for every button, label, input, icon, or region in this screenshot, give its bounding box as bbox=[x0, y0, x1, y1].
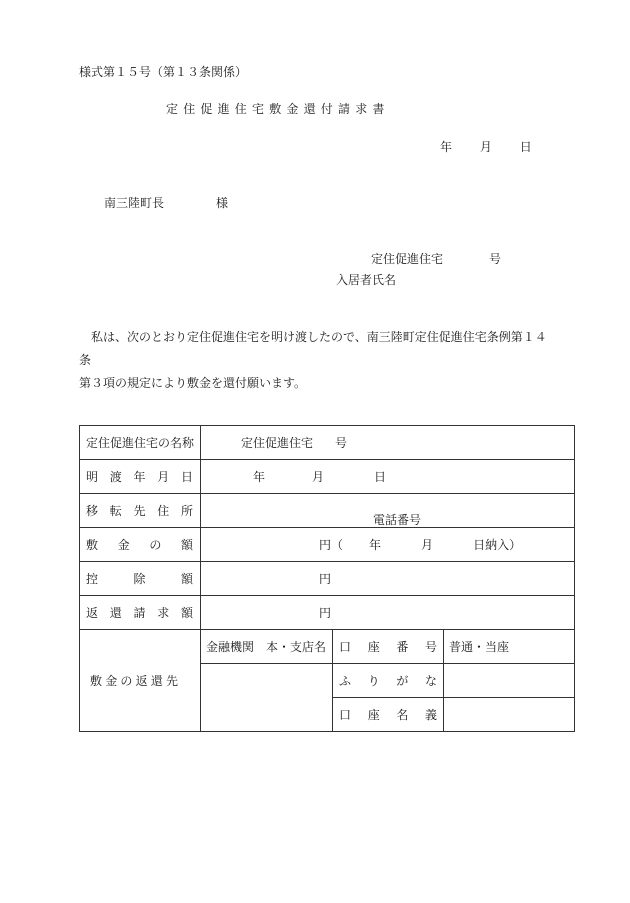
label-char: 口 bbox=[339, 708, 352, 722]
account-name-label bbox=[333, 698, 444, 732]
deposit-paid-label: 日納入） bbox=[473, 538, 522, 552]
label-char: 先 bbox=[165, 674, 178, 688]
label-char: 金 bbox=[117, 538, 130, 552]
label-char: 月 bbox=[157, 470, 170, 484]
label-char: 年 bbox=[133, 470, 146, 484]
label-char: な bbox=[425, 674, 438, 688]
deposit-yen-label: 円（ bbox=[319, 538, 344, 552]
label-char: 名 bbox=[396, 708, 409, 722]
label-char: の bbox=[120, 674, 133, 688]
table-row bbox=[80, 596, 575, 630]
label-char: 座 bbox=[367, 640, 380, 654]
label-char: の bbox=[149, 538, 162, 552]
vacate-year-label: 年 bbox=[253, 470, 266, 484]
deposit-month-label: 月 bbox=[421, 538, 434, 552]
deposit-year-label: 年 bbox=[369, 538, 382, 552]
deposit-amount-label bbox=[80, 528, 201, 562]
date-line bbox=[440, 138, 556, 155]
addressee-honorific: 様 bbox=[216, 196, 229, 210]
housing-name-field[interactable] bbox=[201, 426, 575, 460]
table-row bbox=[80, 460, 575, 494]
applicant-resident-label: 入居者氏名 bbox=[336, 273, 397, 287]
phone-number-label: 電話番号 bbox=[373, 513, 422, 527]
housing-name-suffix: 号 bbox=[335, 436, 348, 450]
label-char: ふ bbox=[339, 674, 352, 688]
refund-yen-label: 円 bbox=[319, 606, 332, 620]
bank-branch-header: 金融機関 本・支店名 bbox=[201, 630, 333, 664]
vacate-date-label bbox=[80, 460, 201, 494]
housing-name-value: 定住促進住宅 bbox=[241, 436, 314, 450]
label-char: 明 bbox=[86, 470, 99, 484]
label-char: 金 bbox=[105, 674, 118, 688]
label-char: 返 bbox=[135, 674, 148, 688]
label-char: 転 bbox=[109, 504, 122, 518]
label-char: 還 bbox=[109, 606, 122, 620]
label-char: 返 bbox=[86, 606, 99, 620]
date-year-label: 年 bbox=[440, 140, 453, 154]
deduction-yen-label: 円 bbox=[319, 572, 332, 586]
request-statement-line-2: 第３項の規定により敷金を還付願います。 bbox=[79, 376, 307, 390]
furigana-label bbox=[333, 664, 444, 698]
request-statement bbox=[79, 326, 551, 395]
housing-name-label: 定住促進住宅の名称 bbox=[80, 426, 201, 460]
label-char: 額 bbox=[180, 538, 193, 552]
label-char: 号 bbox=[425, 640, 438, 654]
table-row bbox=[80, 426, 575, 460]
new-address-field[interactable] bbox=[201, 494, 575, 528]
applicant-housing bbox=[371, 250, 501, 267]
account-number-label bbox=[333, 630, 444, 664]
label-char: 住 bbox=[157, 504, 170, 518]
vacate-day-label: 日 bbox=[374, 470, 387, 484]
label-char: 日 bbox=[180, 470, 193, 484]
label-char: 先 bbox=[133, 504, 146, 518]
table-row bbox=[80, 630, 575, 664]
refund-amount-field[interactable] bbox=[201, 596, 575, 630]
label-char: 敷 bbox=[90, 674, 103, 688]
label-char: り bbox=[367, 674, 380, 688]
table-row bbox=[80, 528, 575, 562]
label-char: 番 bbox=[396, 640, 409, 654]
label-char: 義 bbox=[425, 708, 438, 722]
vacate-month-label: 月 bbox=[312, 470, 325, 484]
account-type-selector[interactable]: 普通・当座 bbox=[444, 630, 575, 664]
addressee bbox=[104, 194, 228, 211]
account-name-field[interactable] bbox=[444, 698, 575, 732]
date-month-label: 月 bbox=[479, 140, 492, 154]
form-number: 様式第１５号（第１３条関係） bbox=[79, 65, 248, 79]
furigana-field[interactable] bbox=[444, 664, 575, 698]
label-char: 還 bbox=[150, 674, 163, 688]
label-char: 求 bbox=[157, 606, 170, 620]
label-char: が bbox=[396, 674, 409, 688]
applicant-housing-label: 定住促進住宅 bbox=[371, 252, 444, 266]
applicant-housing-suffix: 号 bbox=[489, 252, 502, 266]
document-title: 定住促進住宅敷金還付請求書 bbox=[166, 102, 390, 116]
table-row bbox=[80, 562, 575, 596]
refund-destination-label bbox=[80, 630, 201, 732]
new-address-label bbox=[80, 494, 201, 528]
addressee-name: 南三陸町長 bbox=[104, 196, 165, 210]
bank-branch-field[interactable] bbox=[201, 664, 333, 732]
table-row bbox=[80, 494, 575, 528]
deduction-field[interactable] bbox=[201, 562, 575, 596]
date-day-label: 日 bbox=[519, 140, 532, 154]
label-char: 口 bbox=[339, 640, 352, 654]
label-char: 移 bbox=[86, 504, 99, 518]
label-char: 請 bbox=[133, 606, 146, 620]
deposit-amount-field[interactable] bbox=[201, 528, 575, 562]
label-char: 渡 bbox=[109, 470, 122, 484]
deduction-label bbox=[80, 562, 201, 596]
label-char: 控 bbox=[86, 572, 99, 586]
label-char: 除 bbox=[133, 572, 146, 586]
refund-form-table bbox=[79, 425, 575, 732]
request-statement-line-1: 私は、次のとおり定住促進住宅を明け渡したので、南三陸町定住促進住宅条例第１４条 bbox=[79, 330, 547, 367]
label-char: 額 bbox=[180, 572, 193, 586]
label-char: 敷 bbox=[86, 538, 99, 552]
label-char: 座 bbox=[367, 708, 380, 722]
label-char: 額 bbox=[180, 606, 193, 620]
vacate-date-field[interactable] bbox=[201, 460, 575, 494]
refund-amount-label bbox=[80, 596, 201, 630]
label-char: 所 bbox=[180, 504, 193, 518]
